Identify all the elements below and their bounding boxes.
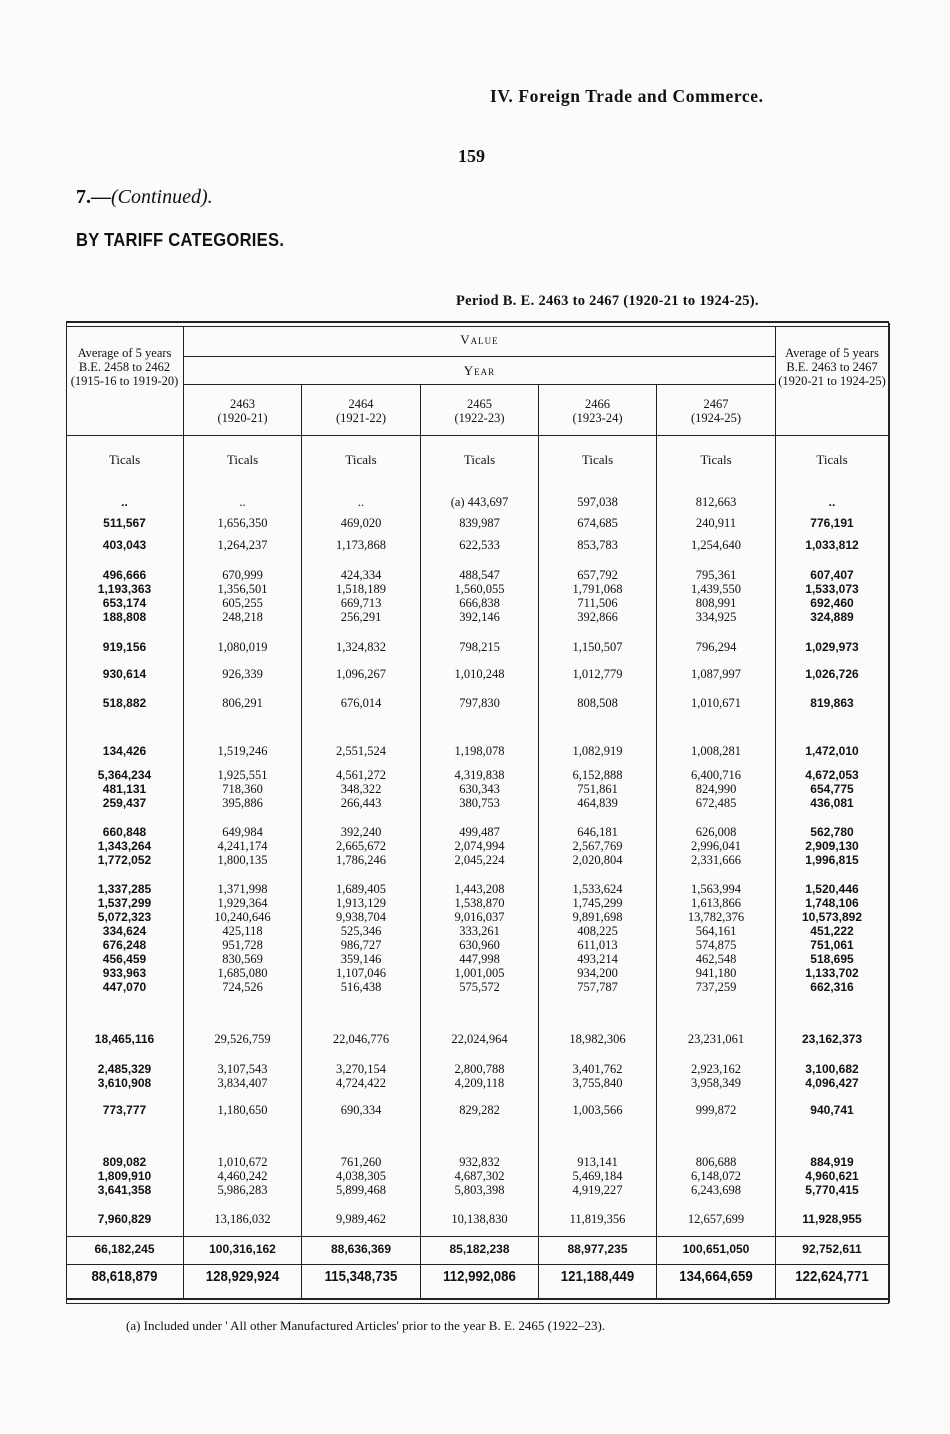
avg-1915-1920-cell: 773,777 (102, 1103, 147, 1117)
year-value-cell: 1,324,832 (336, 640, 386, 654)
year-value-cell: 812,663 (695, 495, 737, 509)
year-value-cell: 3,107,543 (217, 1062, 268, 1076)
year-value-cell: 9,891,698 (572, 910, 623, 924)
avg-1915-1920-cell: 1,343,264 (97, 839, 152, 853)
year-value-cell: 1,745,299 (572, 896, 623, 910)
year-value-cell: 134,664,659 (679, 1268, 753, 1285)
year-value-cell: 2,045,224 (454, 853, 505, 867)
year-value-cell: 666,838 (459, 596, 500, 610)
year-value-cell: 9,989,462 (336, 1212, 386, 1226)
table-subtitle: BY TARIFF CATEGORIES. (76, 230, 285, 250)
avg-1915-1920-cell: 930,614 (102, 667, 147, 681)
year-value-cell: .. (357, 495, 365, 509)
year-value-cell: 824,990 (695, 782, 737, 796)
year-value-cell: 6,243,698 (691, 1183, 741, 1197)
value-header: Value (460, 332, 499, 347)
table-top-rule-inner (66, 326, 889, 327)
avg-1915-1920-cell: 496,666 (102, 568, 147, 582)
year-value-cell: 425,118 (222, 924, 263, 938)
year-value-cell: 1,371,998 (217, 882, 268, 896)
year-value-cell: 3,270,154 (336, 1062, 386, 1076)
year-value-cell: 88,636,369 (330, 1242, 392, 1256)
year-value-cell: 88,977,235 (567, 1242, 628, 1256)
year-value-cell: 334,925 (695, 610, 737, 624)
avg-1915-1920-cell: .. (121, 495, 128, 509)
year-value-cell: 6,148,072 (691, 1169, 741, 1183)
year-value-cell: 408,225 (577, 924, 618, 938)
avg-1920-1925-cell: 10,573,892 (801, 910, 863, 924)
avg-1920-1925-cell: 654,775 (810, 782, 854, 796)
table-top-rule (66, 321, 889, 323)
year-value-cell: 395,886 (222, 796, 263, 810)
col-divider (775, 326, 776, 1298)
year-value-cell: 2,567,769 (572, 839, 623, 853)
year-value-cell: 761,260 (340, 1155, 382, 1169)
year-value-cell: 6,400,716 (691, 768, 741, 782)
unit-label: Ticals (581, 452, 614, 467)
year-value-cell: 100,651,050 (682, 1242, 750, 1256)
year-value-cell: 737,259 (695, 980, 737, 994)
year-value-cell: 853,783 (577, 538, 618, 552)
year-value-cell: 256,291 (340, 610, 382, 624)
avg-1920-1925-cell: 1,472,010 (805, 744, 859, 758)
running-header: IV. Foreign Trade and Commerce. (490, 86, 764, 106)
year-value-cell: 1,080,019 (217, 640, 268, 654)
year-value-cell: 2,996,041 (691, 839, 741, 853)
year-value-cell: 1,913,129 (336, 896, 386, 910)
avg-last-header: Average of 5 years B.E. 2463 to 2467 (1920-21 to 1924-25) (778, 346, 886, 388)
year-value-cell: 1,689,405 (336, 882, 386, 896)
avg-1915-1920-cell: 5,364,234 (97, 768, 152, 782)
year-value-cell: 657,792 (577, 568, 618, 582)
avg-1920-1925-cell: 5,770,415 (805, 1183, 859, 1197)
year-value-cell: 1,001,005 (454, 966, 505, 980)
totals-top-rule (66, 1236, 889, 1237)
avg-1920-1925-cell: 1,033,812 (805, 538, 859, 552)
year-value-cell: 1,150,507 (572, 640, 623, 654)
year-value-cell: 1,563,994 (691, 882, 741, 896)
year-value-cell: 248,218 (222, 610, 263, 624)
footnote: (a) Included under ' All other Manufactured Articles' prior to the year B. E. 2465 (1922–23). (126, 1318, 606, 1333)
value-under-rule (184, 356, 776, 357)
year-value-cell: 462,548 (695, 952, 737, 966)
year-value-cell: 605,255 (222, 596, 263, 610)
year-value-cell: 808,508 (577, 696, 618, 710)
year-value-cell: 1,800,135 (217, 853, 268, 867)
year-value-cell: 23,231,061 (687, 1032, 745, 1046)
year-value-cell: 1,008,281 (691, 744, 741, 758)
avg-1920-1925-cell: 4,960,621 (805, 1169, 859, 1183)
year-value-cell: 690,334 (340, 1103, 382, 1117)
unit-label: Ticals (226, 452, 259, 467)
year-value-cell: 597,038 (577, 495, 618, 509)
avg-first-header: Average of 5 years B.E. 2458 to 2462 (1915-16 to 1919-20) (70, 346, 179, 388)
year-under-rule (184, 384, 776, 385)
avg-1920-1925-cell: 607,407 (810, 568, 854, 582)
year-value-cell: 469,020 (340, 516, 382, 530)
year-col-header: 2463 (1920-21) (217, 397, 268, 425)
avg-1915-1920-cell: 1,809,910 (97, 1169, 152, 1183)
year-value-cell: 795,361 (695, 568, 737, 582)
year-value-cell: 5,469,184 (572, 1169, 623, 1183)
year-value-cell: 672,485 (695, 796, 737, 810)
year-value-cell: 670,999 (222, 568, 263, 582)
unit-label: Ticals (108, 452, 141, 467)
year-value-cell: 488,547 (459, 568, 500, 582)
year-value-cell: 1,656,350 (217, 516, 268, 530)
year-value-cell: 1,925,551 (217, 768, 268, 782)
year-value-cell: 829,282 (459, 1103, 500, 1117)
year-value-cell: 669,713 (340, 596, 382, 610)
avg-1920-1925-cell: 1,533,073 (805, 582, 859, 596)
avg-1920-1925-cell: 436,081 (810, 796, 854, 810)
year-col-header: 2464 (1921-22) (336, 397, 386, 425)
year-value-cell: 941,180 (695, 966, 737, 980)
year-value-cell: 611,013 (577, 938, 618, 952)
year-value-cell: (a) 443,697 (450, 495, 509, 509)
avg-1920-1925-cell: 1,748,106 (805, 896, 859, 910)
page-number: 159 (458, 146, 485, 166)
year-value-cell: 13,186,032 (214, 1212, 271, 1226)
year-value-cell: 806,291 (222, 696, 263, 710)
year-value-cell: 4,038,305 (336, 1169, 386, 1183)
avg-1920-1925-cell: 2,909,130 (805, 839, 859, 853)
avg-1920-1925-cell: 692,460 (810, 596, 854, 610)
avg-1920-1925-cell: 1,996,815 (805, 853, 859, 867)
avg-1920-1925-cell: 776,191 (810, 516, 854, 530)
year-value-cell: 986,727 (340, 938, 382, 952)
year-value-cell: 1,929,364 (217, 896, 268, 910)
year-value-cell: 4,687,302 (454, 1169, 505, 1183)
year-value-cell: 11,819,356 (569, 1212, 626, 1226)
avg-1915-1920-cell: 259,437 (102, 796, 147, 810)
table-bottom-rule-inner (66, 1303, 889, 1304)
year-value-cell: 646,181 (577, 825, 618, 839)
year-value-cell: 630,960 (459, 938, 500, 952)
year-value-cell: 6,152,888 (572, 768, 623, 782)
avg-1915-1920-cell: 3,641,358 (97, 1183, 152, 1197)
avg-1915-1920-cell: 447,070 (102, 980, 147, 994)
avg-1915-1920-cell: 66,182,245 (94, 1242, 155, 1256)
year-value-cell: 4,241,174 (217, 839, 268, 853)
year-value-cell: 622,533 (459, 538, 500, 552)
year-value-cell: 10,240,646 (214, 910, 271, 924)
year-value-cell: 1,010,672 (217, 1155, 268, 1169)
unit-label: Ticals (700, 452, 732, 467)
avg-1915-1920-cell: 5,072,323 (97, 910, 152, 924)
year-value-cell: 564,161 (695, 924, 737, 938)
year-value-cell: 676,014 (340, 696, 382, 710)
year-value-cell: 1,107,046 (336, 966, 386, 980)
year-value-cell: 913,141 (577, 1155, 618, 1169)
avg-1920-1925-cell: 3,100,682 (805, 1062, 859, 1076)
avg-1915-1920-cell: 403,043 (102, 538, 147, 552)
year-value-cell: 1,439,550 (691, 582, 741, 596)
year-value-cell: 674,685 (577, 516, 618, 530)
year-value-cell: 121,188,449 (560, 1268, 635, 1285)
year-value-cell: 240,911 (695, 516, 737, 530)
year-value-cell: 2,923,162 (691, 1062, 741, 1076)
year-value-cell: 1,791,068 (572, 582, 623, 596)
header-bottom-rule (66, 435, 889, 436)
year-value-cell: 1,198,078 (454, 744, 505, 758)
year-value-cell: 751,861 (577, 782, 618, 796)
col-divider (183, 326, 184, 1298)
avg-1915-1920-cell: 919,156 (102, 640, 147, 654)
year-value-cell: 3,958,349 (691, 1076, 741, 1090)
avg-1920-1925-cell: 940,741 (810, 1103, 854, 1117)
avg-1915-1920-cell: 1,772,052 (97, 853, 152, 867)
avg-1915-1920-cell: 809,082 (102, 1155, 147, 1169)
year-value-cell: 757,787 (577, 980, 618, 994)
year-value-cell: 574,875 (695, 938, 737, 952)
avg-1915-1920-cell: 1,337,285 (97, 882, 152, 896)
avg-1920-1925-cell: .. (828, 495, 836, 509)
year-header: Year (463, 363, 496, 378)
year-value-cell: 22,024,964 (451, 1032, 508, 1046)
year-value-cell: 3,755,840 (572, 1076, 623, 1090)
year-value-cell: 724,526 (222, 980, 263, 994)
year-value-cell: 22,046,776 (332, 1032, 390, 1046)
year-value-cell: 3,401,762 (572, 1062, 623, 1076)
year-value-cell: 5,986,283 (217, 1183, 268, 1197)
year-value-cell: 4,724,422 (336, 1076, 386, 1090)
year-value-cell: 951,728 (222, 938, 263, 952)
year-value-cell: 2,800,788 (454, 1062, 505, 1076)
avg-1920-1925-cell: 518,695 (810, 952, 854, 966)
avg-1920-1925-cell: 92,752,611 (802, 1242, 862, 1256)
year-value-cell: 1,518,189 (336, 582, 386, 596)
year-value-cell: 1,096,267 (336, 667, 386, 681)
year-value-cell: 1,264,237 (217, 538, 268, 552)
year-value-cell: 3,834,407 (217, 1076, 268, 1090)
year-value-cell: 2,551,524 (336, 744, 386, 758)
table-bottom-rule (66, 1298, 889, 1300)
year-value-cell: 4,319,838 (454, 768, 505, 782)
year-value-cell: 806,688 (695, 1155, 737, 1169)
avg-1915-1920-cell: 933,963 (102, 966, 147, 980)
avg-1920-1925-cell: 819,863 (810, 696, 854, 710)
avg-1920-1925-cell: 884,919 (810, 1155, 854, 1169)
year-value-cell: 1,012,779 (572, 667, 623, 681)
year-value-cell: 493,214 (577, 952, 618, 966)
table-right-border (888, 323, 890, 1303)
year-value-cell: 1,356,501 (217, 582, 268, 596)
year-value-cell: 1,082,919 (572, 744, 623, 758)
year-value-cell: 499,487 (459, 825, 500, 839)
year-value-cell: 359,146 (340, 952, 382, 966)
year-value-cell: 575,572 (459, 980, 500, 994)
year-col-header: 2466 (1923-24) (572, 397, 623, 425)
year-value-cell: 926,339 (222, 667, 263, 681)
year-value-cell: 830,569 (222, 952, 263, 966)
avg-1915-1920-cell: 481,131 (102, 782, 147, 796)
year-value-cell: 1,685,080 (217, 966, 268, 980)
year-value-cell: 10,138,830 (451, 1212, 508, 1226)
avg-1915-1920-cell: 134,426 (102, 744, 147, 758)
year-value-cell: 464,839 (577, 796, 618, 810)
avg-1915-1920-cell: 1,537,299 (97, 896, 152, 910)
section-number: 7.— (76, 186, 111, 208)
avg-1915-1920-cell: 88,618,879 (91, 1268, 158, 1285)
year-value-cell: 711,506 (577, 596, 618, 610)
year-value-cell: 380,753 (459, 796, 500, 810)
avg-1920-1925-cell: 1,026,726 (805, 667, 859, 681)
year-value-cell: 29,526,759 (214, 1032, 271, 1046)
year-value-cell: 999,872 (695, 1103, 737, 1117)
year-value-cell: 516,438 (340, 980, 382, 994)
year-value-cell: 128,929,924 (205, 1268, 280, 1285)
period-caption: Period B. E. 2463 to 2467 (1920-21 to 1924-25). (456, 293, 759, 309)
year-value-cell: 1,180,650 (217, 1103, 268, 1117)
year-value-cell: 2,074,994 (454, 839, 505, 853)
year-value-cell: 1,519,246 (217, 744, 268, 758)
year-col-header: 2465 (1922-23) (454, 397, 505, 425)
year-value-cell: 4,919,227 (572, 1183, 623, 1197)
avg-1920-1925-cell: 1,133,702 (805, 966, 859, 980)
year-value-cell: 333,261 (459, 924, 500, 938)
year-value-cell: 808,991 (695, 596, 737, 610)
year-value-cell: 9,016,037 (454, 910, 505, 924)
year-value-cell: 13,782,376 (687, 910, 745, 924)
year-value-cell: 649,984 (222, 825, 263, 839)
year-value-cell: 934,200 (577, 966, 618, 980)
year-value-cell: 932,832 (459, 1155, 500, 1169)
avg-1915-1920-cell: 3,610,908 (97, 1076, 152, 1090)
year-value-cell: 115,348,735 (324, 1268, 398, 1285)
year-value-cell: 1,443,208 (454, 882, 505, 896)
year-value-cell: 447,998 (459, 952, 500, 966)
year-value-cell: 12,657,699 (687, 1212, 745, 1226)
year-value-cell: 1,173,868 (336, 538, 386, 552)
year-value-cell: 4,209,118 (454, 1076, 505, 1090)
avg-1915-1920-cell: 1,193,363 (97, 582, 152, 596)
avg-1920-1925-cell: 4,096,427 (805, 1076, 859, 1090)
avg-1915-1920-cell: 676,248 (102, 938, 147, 952)
totals-mid-rule (66, 1264, 889, 1265)
year-value-cell: 4,460,242 (217, 1169, 268, 1183)
avg-1915-1920-cell: 653,174 (102, 596, 147, 610)
avg-1915-1920-cell: 511,567 (103, 516, 146, 530)
year-value-cell: 1,560,055 (454, 582, 505, 596)
unit-label: Ticals (816, 452, 848, 467)
year-value-cell: 839,987 (459, 516, 500, 530)
avg-1920-1925-cell: 122,624,771 (795, 1268, 869, 1285)
avg-1920-1925-cell: 23,162,373 (801, 1032, 863, 1046)
avg-1915-1920-cell: 518,882 (102, 696, 147, 710)
year-value-cell: 1,254,640 (691, 538, 741, 552)
avg-1920-1925-cell: 11,928,955 (802, 1212, 862, 1226)
year-value-cell: 1,010,248 (454, 667, 505, 681)
unit-label: Ticals (345, 452, 377, 467)
year-value-cell: 9,938,704 (336, 910, 386, 924)
avg-1920-1925-cell: 1,520,446 (805, 882, 859, 896)
year-value-cell: 718,360 (222, 782, 263, 796)
year-value-cell: 348,322 (340, 782, 382, 796)
avg-1915-1920-cell: 2,485,329 (97, 1062, 152, 1076)
avg-1920-1925-cell: 751,061 (810, 938, 854, 952)
avg-1920-1925-cell: 1,029,973 (805, 640, 859, 654)
year-value-cell: 2,665,672 (336, 839, 386, 853)
year-value-cell: 392,240 (340, 825, 382, 839)
avg-1915-1920-cell: 7,960,829 (97, 1212, 152, 1226)
year-value-cell: 1,010,671 (691, 696, 741, 710)
year-value-cell: 85,182,238 (449, 1242, 510, 1256)
continued-label: (Continued). (111, 186, 213, 208)
year-value-cell: 100,316,162 (209, 1242, 276, 1256)
avg-1915-1920-cell: 660,848 (102, 825, 147, 839)
avg-1915-1920-cell: 456,459 (102, 952, 147, 966)
year-value-cell: 392,866 (577, 610, 618, 624)
year-value-cell: 424,334 (340, 568, 382, 582)
year-value-cell: 1,087,997 (691, 667, 741, 681)
year-value-cell: 1,533,624 (572, 882, 623, 896)
year-col-header: 2467 (1924-25) (691, 397, 741, 425)
avg-1920-1925-cell: 562,780 (810, 825, 854, 839)
year-value-cell: 630,343 (459, 782, 500, 796)
section-title (76, 186, 213, 209)
year-value-cell: 4,561,272 (336, 768, 386, 782)
year-value-cell: 5,899,468 (336, 1183, 386, 1197)
year-value-cell: 112,992,086 (443, 1268, 516, 1285)
year-value-cell: .. (239, 495, 246, 509)
year-value-cell: 1,786,246 (336, 853, 386, 867)
avg-1915-1920-cell: 334,624 (102, 924, 147, 938)
year-value-cell: 392,146 (459, 610, 500, 624)
year-value-cell: 626,008 (695, 825, 737, 839)
year-value-cell: 2,020,804 (572, 853, 623, 867)
avg-1915-1920-cell: 18,465,116 (94, 1032, 155, 1046)
year-value-cell: 796,294 (695, 640, 737, 654)
year-value-cell: 5,803,398 (454, 1183, 505, 1197)
year-value-cell: 1,003,566 (572, 1103, 623, 1117)
year-value-cell: 1,538,870 (454, 896, 505, 910)
year-value-cell: 1,613,866 (691, 896, 741, 910)
avg-1920-1925-cell: 662,316 (810, 980, 854, 994)
avg-1915-1920-cell: 188,808 (102, 610, 147, 624)
avg-1920-1925-cell: 324,889 (810, 610, 854, 624)
year-value-cell: 18,982,306 (569, 1032, 626, 1046)
avg-1920-1925-cell: 451,222 (810, 924, 854, 938)
year-value-cell: 525,346 (340, 924, 382, 938)
year-value-cell: 797,830 (459, 696, 500, 710)
year-value-cell: 2,331,666 (691, 853, 741, 867)
avg-1920-1925-cell: 4,672,053 (805, 768, 859, 782)
unit-label: Ticals (463, 452, 496, 467)
year-value-cell: 266,443 (340, 796, 382, 810)
year-value-cell: 798,215 (459, 640, 500, 654)
